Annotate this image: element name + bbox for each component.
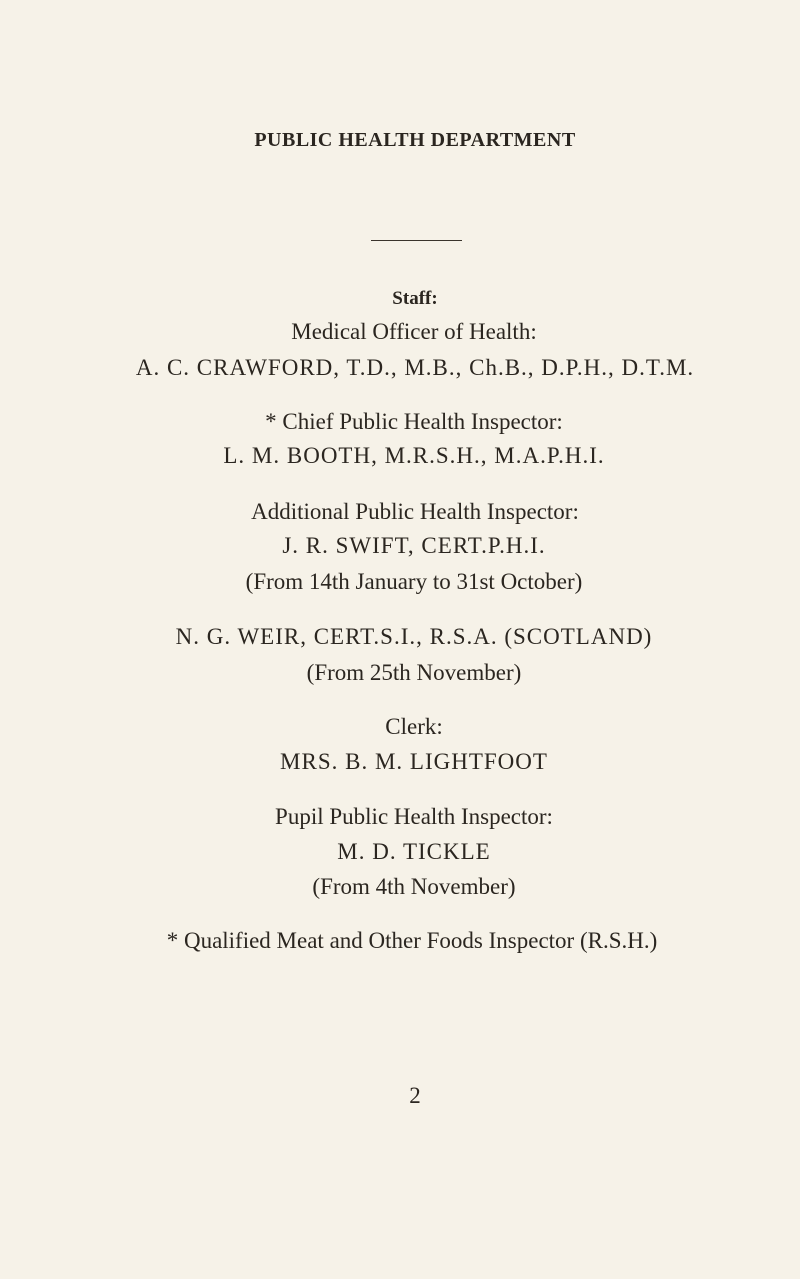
page-number: 2 [409, 1083, 421, 1108]
clerk-name: MRS. B. M. LIGHTFOOT [280, 749, 548, 774]
chief-inspector-role: * Chief Public Health Inspector: [265, 409, 563, 434]
chief-inspector-name: L. M. BOOTH, M.R.S.H., M.A.P.H.I. [223, 443, 605, 468]
medical-officer-role: Medical Officer of Health: [291, 319, 537, 344]
staff-heading: Staff: [392, 288, 438, 309]
pupil-inspector-note: (From 4th November) [312, 874, 516, 899]
clerk-role: Clerk: [385, 714, 443, 739]
second-inspector-name: N. G. WEIR, CERT.S.I., R.S.A. (SCOTLAND) [175, 624, 653, 649]
footnote: * Qualified Meat and Other Foods Inspector (R.S.H.) [166, 928, 658, 953]
pupil-inspector-role: Pupil Public Health Inspector: [275, 804, 553, 829]
divider-rule [371, 240, 462, 241]
additional-inspector-note: (From 14th January to 31st October) [245, 569, 583, 594]
additional-inspector-name: J. R. SWIFT, CERT.P.H.I. [282, 533, 546, 558]
additional-inspector-role: Additional Public Health Inspector: [251, 499, 579, 524]
pupil-inspector-name: M. D. TICKLE [337, 839, 491, 864]
medical-officer-name: A. C. CRAWFORD, T.D., M.B., Ch.B., D.P.H., D.T.M. [135, 355, 695, 380]
page-title: PUBLIC HEALTH DEPARTMENT [254, 129, 576, 151]
second-inspector-note: (From 25th November) [306, 660, 522, 685]
